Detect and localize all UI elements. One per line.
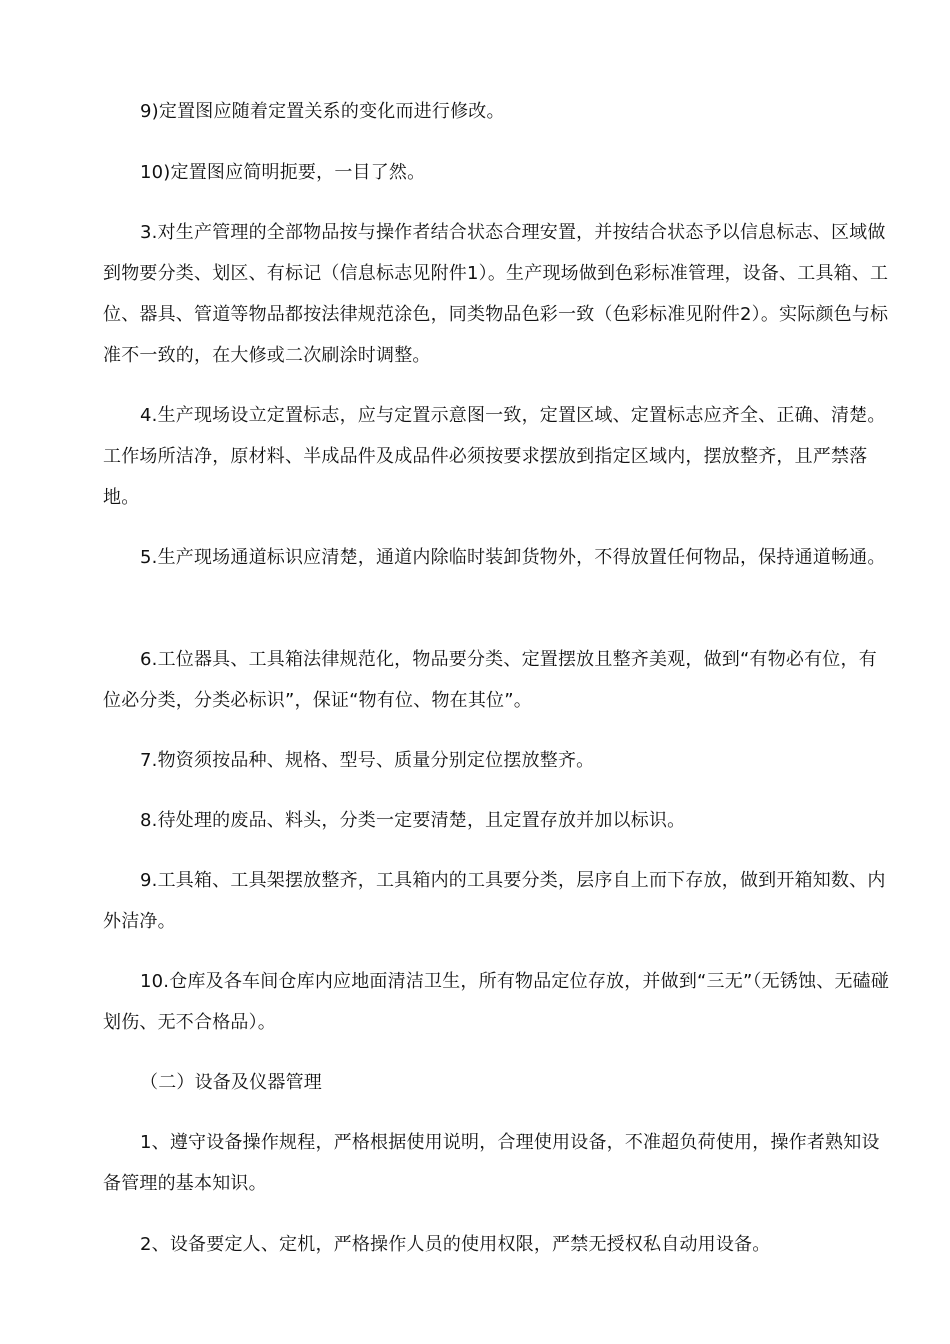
paragraph-section-10: 10.仓库及各车间仓库内应地面清洁卫生，所有物品定位存放，并做到“三无”（无锈蚀、无磕碰划伤、无不合格品）。 — [103, 971, 890, 1033]
paragraph-section-5: 5.生产现场通道标识应清楚，通道内除临时装卸货物外，不得放置任何物品，保持通道畅通。 — [140, 547, 886, 568]
paragraph-section-4: 4.生产现场设立定置标志，应与定置示意图一致，定置区域、定置标志应齐全、正确、清楚。工作场所洁净，原材料、半成品件及成品件必须按要求摆放到指定区域内，摆放整齐，且严禁落地。 — [103, 405, 886, 508]
section-heading-equipment: （二）设备及仪器管理 — [140, 1072, 322, 1093]
paragraph-section-6: 6.工位器具、工具箱法律规范化，物品要分类、定置摆放且整齐美观，做到“有物必有位，有位必分类，分类必标识”，保证“物有位、物在其位”。 — [103, 649, 877, 711]
paragraph-section-3: 3.对生产管理的全部物品按与操作者结合状态合理安置，并按结合状态予以信息标志、区域做到物要分类、划区、有标记（信息标志见附件1）。生产现场做到色彩标准管理，设备、工具箱、工位、器具、管道等物品都按法律规范涂色，同类物品色彩一致（色彩标准见附件2）。实际颜色与标准不一致的，在大修或二次刷涂时调整。 — [103, 222, 889, 366]
paragraph-section-9: 9.工具箱、工具架摆放整齐，工具箱内的工具要分类，层序自上而下存放，做到开箱知数、内外洁净。 — [103, 870, 886, 932]
paragraph-equipment-2: 2、设备要定人、定机，严格操作人员的使用权限，严禁无授权私自动用设备。 — [140, 1234, 771, 1255]
paragraph-equipment-1: 1、遵守设备操作规程，严格根据使用说明，合理使用设备，不准超负荷使用，操作者熟知设备管理的基本知识。 — [103, 1132, 880, 1194]
paragraph-item-9-update: 9)定置图应随着定置关系的变化而进行修改。 — [140, 101, 505, 122]
paragraph-section-8: 8.待处理的废品、料头，分类一定要清楚，且定置存放并加以标识。 — [140, 810, 686, 831]
paragraph-item-10-concise: 10)定置图应简明扼要，一目了然。 — [140, 162, 426, 183]
paragraph-section-7: 7.物资须按品种、规格、型号、质量分别定位摆放整齐。 — [140, 750, 595, 771]
